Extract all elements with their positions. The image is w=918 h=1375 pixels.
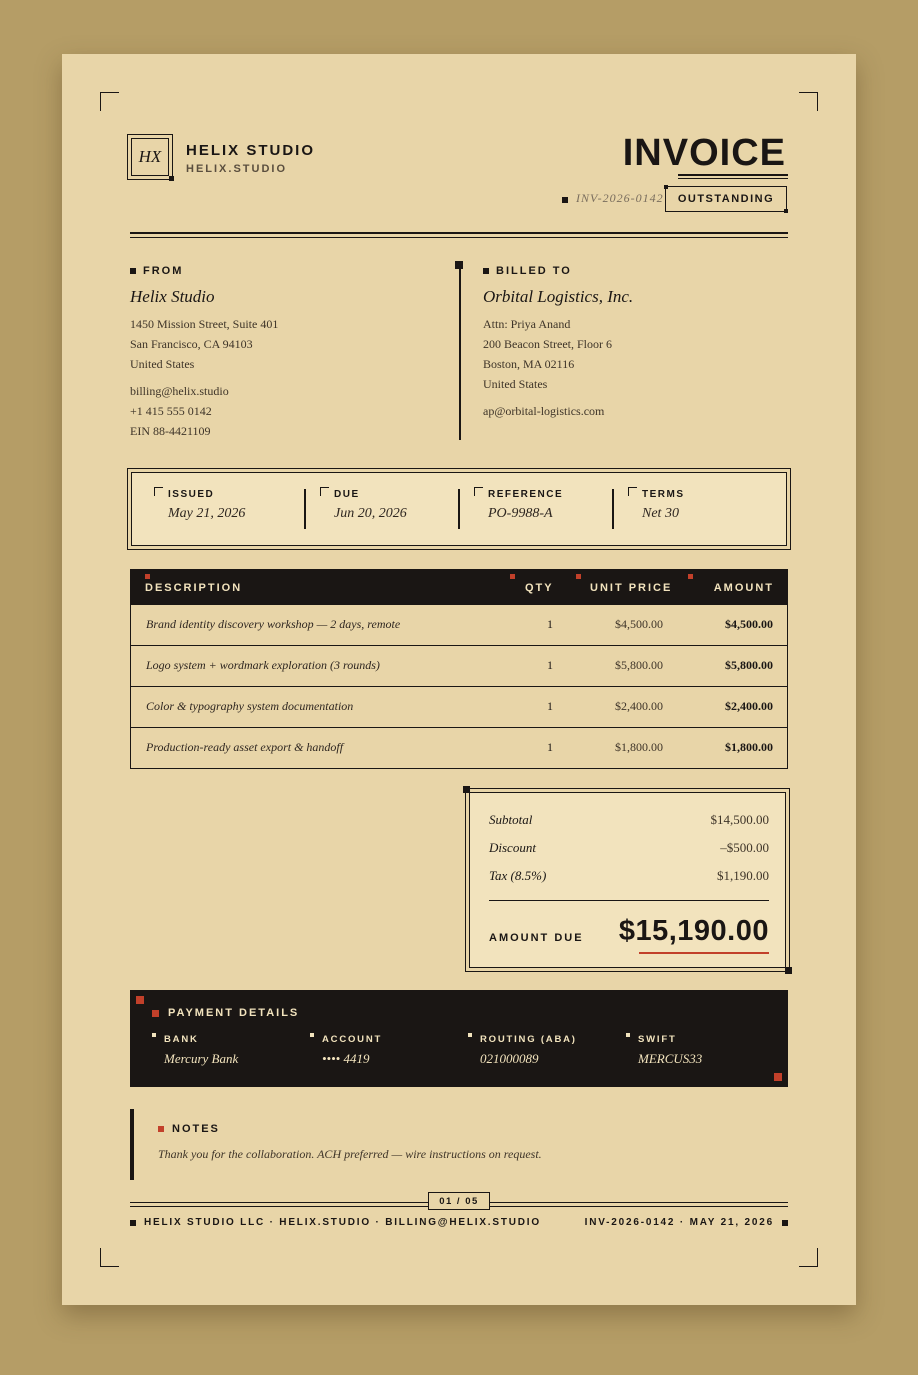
amount-due-underline — [639, 952, 769, 954]
table-row — [130, 728, 788, 769]
footer-marker — [130, 1220, 136, 1226]
title-underline — [678, 178, 788, 179]
footer-invoice-ref: INV-2026-0142 · MAY 21, 2026 — [584, 1217, 774, 1228]
totals-rule — [489, 900, 769, 901]
address-line: United States — [130, 357, 195, 371]
discount-row — [489, 840, 769, 858]
header-amount: AMOUNT — [713, 582, 774, 594]
row-amount: $1,800.00 — [725, 740, 773, 754]
payment-bank: BANK Mercury Bank — [152, 1034, 238, 1067]
billed-to-label: BILLED TO — [483, 265, 572, 277]
row-description: Brand identity discovery workshop — 2 days, remote — [146, 617, 401, 631]
meta-separator — [612, 489, 614, 529]
subtotal-row — [489, 812, 769, 830]
from-phone: +1 415 555 0142 — [130, 404, 212, 418]
invoice-sheet — [62, 54, 856, 1305]
payment-details — [130, 990, 788, 1087]
brand-url: HELIX.STUDIO — [186, 163, 288, 175]
row-description: Production-ready asset export & handoff — [146, 740, 344, 754]
from-name: Helix Studio — [130, 287, 215, 306]
tax-value: $1,190.00 — [717, 868, 769, 883]
address-line: San Francisco, CA 94103 — [130, 337, 253, 351]
payment-swift: SWIFT MERCUS33 — [626, 1034, 702, 1067]
from-ein: EIN 88-4421109 — [130, 424, 211, 438]
meta-terms: TERMS Net 30 — [642, 489, 685, 522]
corner-mark — [100, 1248, 119, 1267]
header-unit-price: UNIT PRICE — [590, 582, 673, 594]
billed-to-address — [483, 314, 612, 394]
row-unit-price: $4,500.00 — [615, 617, 663, 631]
row-amount: $5,800.00 — [725, 658, 773, 672]
billed-to-name: Orbital Logistics, Inc. — [483, 287, 634, 306]
invoice-title: INVOICE — [622, 132, 786, 174]
tax-label: Tax (8.5%) — [489, 868, 547, 883]
row-qty: 1 — [547, 699, 553, 713]
tax-row — [489, 868, 769, 886]
logo-dot — [169, 176, 174, 181]
header-description: DESCRIPTION — [145, 582, 243, 594]
row-description: Color & typography system documentation — [146, 699, 354, 713]
row-amount: $2,400.00 — [725, 699, 773, 713]
payment-account: ACCOUNT •••• 4419 — [310, 1034, 382, 1067]
status-badge-label: OUTSTANDING — [677, 193, 775, 205]
status-badge — [665, 186, 787, 212]
page-indicator: 01 / 05 — [428, 1192, 490, 1210]
payment-title: PAYMENT DETAILS — [152, 1007, 299, 1019]
line-items-table — [130, 569, 788, 769]
subtotal-value: $14,500.00 — [710, 812, 769, 827]
discount-value: –$500.00 — [720, 840, 769, 855]
notes-label: NOTES — [158, 1123, 220, 1135]
row-qty: 1 — [547, 740, 553, 754]
address-line: 200 Beacon Street, Floor 6 — [483, 337, 612, 351]
subtotal-label: Subtotal — [489, 812, 533, 827]
footer-marker — [782, 1220, 788, 1226]
invoice-meta — [127, 468, 791, 550]
header-rule — [130, 237, 788, 238]
meta-due: DUE Jun 20, 2026 — [334, 489, 407, 522]
brand-logo-text: HX — [131, 138, 169, 176]
from-label: FROM — [130, 265, 183, 277]
amount-due-label: AMOUNT DUE — [489, 932, 584, 944]
table-row — [130, 646, 788, 687]
header-qty: QTY — [525, 582, 554, 594]
notes-text: Thank you for the collaboration. ACH preferred — wire instructions on request. — [158, 1147, 542, 1161]
invoice-number: INV-2026-0142 — [576, 191, 664, 205]
address-line: Boston, MA 02116 — [483, 357, 575, 371]
corner-mark — [799, 92, 818, 111]
corner-mark — [100, 92, 119, 111]
address-line: Attn: Priya Anand — [483, 317, 571, 331]
from-email[interactable]: billing@helix.studio — [130, 384, 229, 398]
meta-reference: REFERENCE PO-9988-A — [488, 489, 563, 522]
meta-issued: ISSUED May 21, 2026 — [168, 489, 245, 522]
table-row — [130, 687, 788, 728]
meta-separator — [304, 489, 306, 529]
totals-box — [465, 788, 790, 972]
party-divider-cap — [455, 261, 463, 269]
invoice-number-marker — [562, 197, 568, 203]
row-unit-price: $1,800.00 — [615, 740, 663, 754]
notes-bar — [130, 1109, 134, 1180]
corner-mark — [799, 1248, 818, 1267]
payment-routing: ROUTING (ABA) 021000089 — [468, 1034, 577, 1067]
row-unit-price: $5,800.00 — [615, 658, 663, 672]
party-divider — [459, 262, 461, 440]
row-description: Logo system + wordmark exploration (3 rounds) — [146, 658, 380, 672]
brand-name: HELIX STUDIO — [186, 142, 316, 159]
row-qty: 1 — [547, 658, 553, 672]
table-row — [130, 605, 788, 646]
row-qty: 1 — [547, 617, 553, 631]
brand-logo — [127, 134, 173, 180]
from-contact — [130, 381, 229, 441]
discount-label: Discount — [489, 840, 536, 855]
address-line: United States — [483, 377, 548, 391]
meta-separator — [458, 489, 460, 529]
billed-to-email[interactable]: ap@orbital-logistics.com — [483, 404, 605, 418]
amount-due-value: $15,190.00 — [618, 915, 769, 947]
table-header — [130, 569, 788, 605]
row-unit-price: $2,400.00 — [615, 699, 663, 713]
address-line: 1450 Mission Street, Suite 401 — [130, 317, 279, 331]
from-address — [130, 314, 278, 374]
row-amount: $4,500.00 — [725, 617, 773, 631]
header-rule — [130, 232, 788, 234]
footer-company: HELIX STUDIO LLC · HELIX.STUDIO · BILLING@HELIX.STUDIO — [144, 1217, 541, 1228]
title-underline — [678, 174, 788, 176]
